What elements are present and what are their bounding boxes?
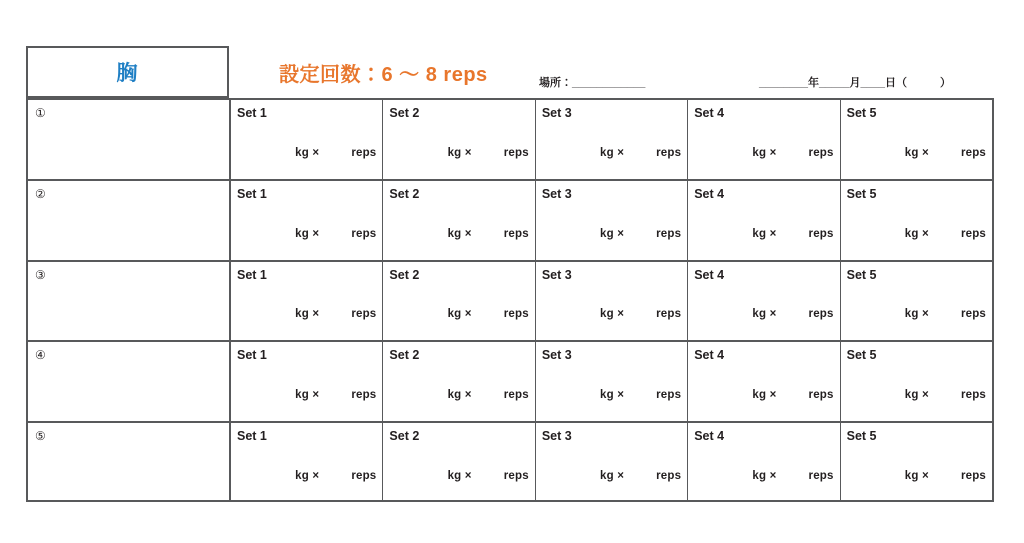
set-label: Set 3 — [541, 267, 572, 282]
kg-unit-label: kg × — [752, 389, 777, 402]
set-entry[interactable] — [383, 470, 528, 482]
set-cell[interactable] — [536, 342, 688, 421]
kg-unit-label: kg × — [599, 308, 625, 321]
kg-unit-label: kg × — [447, 469, 472, 482]
header-right-area — [229, 46, 994, 98]
reps-unit-label: reps — [656, 389, 682, 402]
exercise-number: ③ — [35, 267, 46, 282]
reps-unit-label: reps — [351, 469, 377, 482]
set-cell[interactable] — [383, 181, 535, 260]
set-label: Set 1 — [237, 186, 267, 201]
set-entry[interactable] — [231, 147, 376, 159]
reps-unit-label: reps — [808, 146, 834, 159]
reps-unit-label: reps — [351, 308, 377, 321]
kg-unit-label: kg × — [447, 389, 472, 402]
set-entry[interactable] — [383, 147, 528, 159]
kg-unit-label: kg × — [295, 146, 320, 159]
reps-unit-label: reps — [351, 389, 377, 402]
exercise-number: ② — [35, 186, 46, 201]
reps-unit-label: reps — [503, 469, 529, 482]
reps-unit-label: reps — [351, 227, 377, 240]
set-cell[interactable] — [383, 423, 535, 502]
table-row — [28, 340, 992, 421]
set-cell[interactable] — [688, 262, 840, 341]
set-entry[interactable] — [536, 147, 681, 159]
set-cell[interactable] — [536, 423, 688, 502]
set-cell[interactable] — [841, 262, 992, 341]
set-label: Set 1 — [237, 348, 267, 363]
set-entry[interactable] — [841, 147, 986, 159]
exercise-name-cell[interactable] — [28, 342, 231, 421]
set-entry[interactable] — [231, 389, 376, 401]
reps-unit-label: reps — [503, 308, 529, 321]
kg-unit-label: kg × — [904, 227, 929, 240]
set-cell[interactable] — [841, 100, 992, 179]
set-cell[interactable] — [536, 100, 688, 179]
kg-unit-label: kg × — [295, 469, 320, 482]
set-cell[interactable] — [688, 423, 840, 502]
set-entry[interactable] — [841, 308, 986, 320]
set-entry[interactable] — [841, 228, 986, 240]
kg-unit-label: kg × — [295, 308, 320, 321]
set-cell[interactable] — [841, 423, 992, 502]
exercise-name-cell[interactable] — [28, 423, 231, 502]
kg-unit-label: kg × — [447, 227, 472, 240]
set-cell[interactable] — [231, 342, 383, 421]
set-label: Set 1 — [237, 429, 267, 444]
set-label: Set 5 — [846, 348, 877, 363]
set-label: Set 4 — [694, 267, 725, 282]
set-label: Set 3 — [541, 429, 572, 444]
set-cell[interactable] — [841, 342, 992, 421]
set-entry[interactable] — [383, 389, 528, 401]
set-cell[interactable] — [383, 100, 535, 179]
reps-unit-label: reps — [808, 469, 834, 482]
reps-unit-label: reps — [960, 308, 987, 321]
set-entry[interactable] — [383, 308, 528, 320]
set-label: Set 2 — [389, 186, 420, 201]
set-cell[interactable] — [231, 100, 383, 179]
kg-unit-label: kg × — [904, 146, 929, 159]
set-entry[interactable] — [536, 389, 681, 401]
sets-group — [231, 100, 992, 179]
set-label: Set 3 — [541, 348, 572, 363]
set-label: Set 4 — [694, 348, 725, 363]
set-entry[interactable] — [231, 470, 376, 482]
set-cell[interactable] — [383, 262, 535, 341]
place-field-label: 場所：____________ — [539, 77, 646, 89]
set-entry[interactable] — [841, 470, 986, 482]
reps-unit-label: reps — [960, 389, 987, 402]
exercise-name-cell[interactable] — [28, 262, 231, 341]
set-cell[interactable] — [383, 342, 535, 421]
date-field-label: ________年_____月____日（ ） — [759, 77, 951, 89]
sets-group — [231, 423, 992, 502]
reps-unit-label: reps — [960, 227, 987, 240]
set-entry[interactable] — [688, 147, 833, 159]
table-row — [28, 98, 992, 179]
set-label: Set 4 — [694, 106, 725, 120]
reps-unit-label: reps — [960, 469, 987, 482]
set-entry[interactable] — [383, 228, 528, 240]
set-cell[interactable] — [688, 342, 840, 421]
set-label: Set 5 — [846, 429, 877, 444]
set-label: Set 2 — [389, 348, 420, 363]
kg-unit-label: kg × — [752, 146, 777, 159]
bodypart-title: 胸 — [116, 62, 139, 85]
reps-unit-label: reps — [960, 146, 987, 159]
kg-unit-label: kg × — [599, 389, 625, 402]
sets-group — [231, 342, 992, 421]
kg-unit-label: kg × — [599, 146, 625, 159]
exercise-number: ① — [35, 106, 46, 120]
reps-unit-label: reps — [808, 227, 834, 240]
set-entry[interactable] — [231, 308, 376, 320]
set-cell[interactable] — [231, 181, 383, 260]
target-reps-label: 設定回数：6 〜 8 reps — [279, 64, 488, 86]
table-row — [28, 260, 992, 341]
sets-group — [231, 181, 992, 260]
kg-unit-label: kg × — [599, 469, 625, 482]
set-label: Set 5 — [846, 186, 877, 201]
set-entry[interactable] — [231, 228, 376, 240]
reps-unit-label: reps — [656, 227, 682, 240]
kg-unit-label: kg × — [295, 389, 320, 402]
kg-unit-label: kg × — [295, 227, 320, 240]
sheet-header — [26, 46, 994, 98]
sets-group — [231, 262, 992, 341]
reps-unit-label: reps — [351, 146, 377, 159]
set-label: Set 2 — [389, 106, 420, 120]
set-entry[interactable] — [688, 228, 833, 240]
exercise-number: ⑤ — [35, 429, 46, 444]
set-label: Set 3 — [541, 186, 572, 201]
set-cell[interactable] — [231, 262, 383, 341]
set-label: Set 1 — [237, 267, 267, 282]
reps-unit-label: reps — [656, 469, 682, 482]
set-cell[interactable] — [536, 181, 688, 260]
set-cell[interactable] — [536, 262, 688, 341]
kg-unit-label: kg × — [904, 389, 929, 402]
set-label: Set 3 — [541, 106, 572, 120]
set-label: Set 1 — [237, 106, 267, 120]
kg-unit-label: kg × — [904, 469, 929, 482]
kg-unit-label: kg × — [904, 308, 929, 321]
kg-unit-label: kg × — [752, 469, 777, 482]
reps-unit-label: reps — [808, 308, 834, 321]
reps-unit-label: reps — [503, 146, 529, 159]
reps-unit-label: reps — [656, 308, 682, 321]
set-label: Set 5 — [846, 267, 877, 282]
set-entry[interactable] — [536, 308, 681, 320]
sets-table — [26, 98, 994, 502]
set-entry[interactable] — [536, 228, 681, 240]
reps-unit-label: reps — [503, 227, 529, 240]
set-label: Set 4 — [694, 186, 725, 201]
exercise-name-cell[interactable] — [28, 181, 231, 260]
table-row — [28, 179, 992, 260]
set-cell[interactable] — [231, 423, 383, 502]
set-label: Set 5 — [846, 106, 877, 120]
set-label: Set 2 — [389, 267, 420, 282]
set-label: Set 4 — [694, 429, 725, 444]
reps-unit-label: reps — [503, 389, 529, 402]
set-cell[interactable] — [688, 181, 840, 260]
kg-unit-label: kg × — [752, 308, 777, 321]
set-entry[interactable] — [536, 470, 681, 482]
kg-unit-label: kg × — [599, 227, 625, 240]
set-cell[interactable] — [688, 100, 840, 179]
table-row — [28, 421, 992, 502]
set-entry[interactable] — [688, 308, 833, 320]
exercise-name-cell[interactable] — [28, 100, 231, 179]
kg-unit-label: kg × — [447, 308, 472, 321]
set-label: Set 2 — [389, 429, 420, 444]
kg-unit-label: kg × — [752, 227, 777, 240]
set-entry[interactable] — [688, 470, 833, 482]
exercise-number: ④ — [35, 348, 46, 363]
bodypart-title-box — [26, 46, 229, 98]
set-entry[interactable] — [841, 389, 986, 401]
kg-unit-label: kg × — [447, 146, 472, 159]
reps-unit-label: reps — [808, 389, 834, 402]
reps-unit-label: reps — [656, 146, 682, 159]
set-cell[interactable] — [841, 181, 992, 260]
set-entry[interactable] — [688, 389, 833, 401]
